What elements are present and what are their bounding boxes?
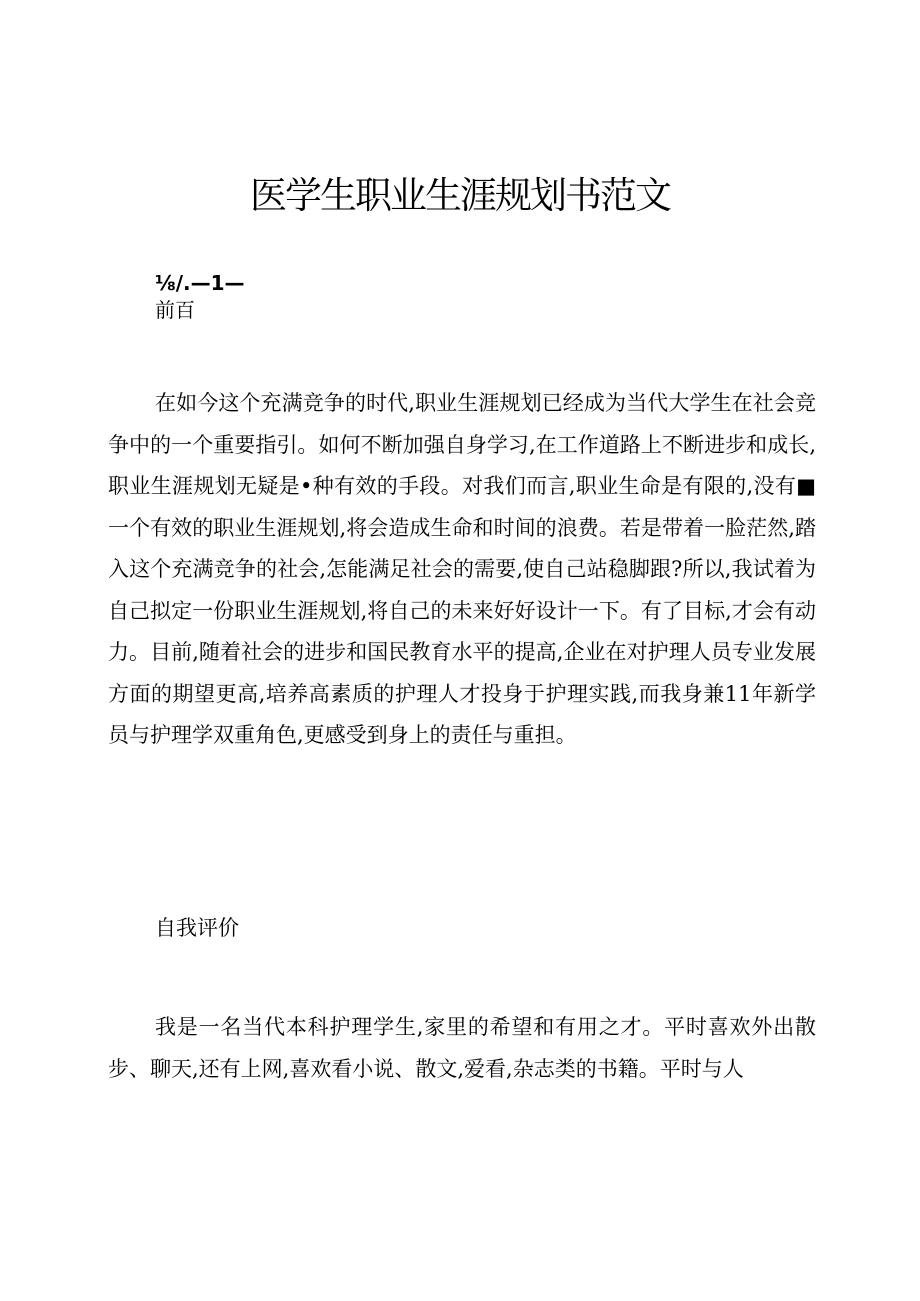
intro-paragraph: 在如今这个充满竞争的时代,职业生涯规划已经成为当代大学生在社会竞争中的一个重要指引。如何不断加强自身学习,在工作道路上不断进步和成长,职业生涯规划无疑是•种有效的手段。对我们而言,职业生命是有限的,没有■一个有效的职业生涯规划,将会造成生命和时间的浪费。若是带着一脸茫然,踏入这个充满竞争的社会,怎能满足社会的需要,使自己站稳脚跟?所以,我试着为自己拟定一份职业生涯规划,将自己的未来好好设计一下。有了目标,才会有动力。目前,随着社会的进步和国民教育水平的提高,企业在对护理人员专业发展方面的期望更高,培养高素质的护理人才投身于护理实践,而我身兼11年新学员与护理学双重角色,更感受到身上的责任与重担。 xyxy=(108,391,816,747)
section-heading-self-evaluation: 自我评价 xyxy=(155,916,239,940)
document-code: ⅛/.—1— xyxy=(155,271,245,295)
document-title: 医学生职业生涯规划书范文 xyxy=(250,174,670,217)
self-evaluation-paragraph: 我是一名当代本科护理学生,家里的希望和有用之才。平时喜欢外出散步、聊天,还有上网,喜欢看小说、散文,爱看,杂志类的书籍。平时与人 xyxy=(108,1015,816,1081)
preface-label: 前百 xyxy=(155,298,195,322)
